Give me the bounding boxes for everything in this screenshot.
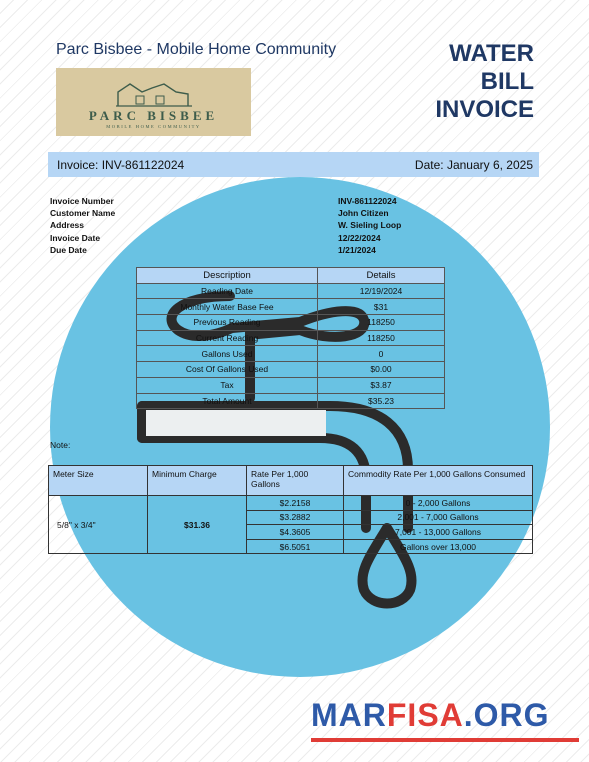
info-label: Due Date: [50, 244, 87, 255]
table-header: Meter Size: [49, 466, 148, 496]
table-header: Description: [137, 268, 318, 284]
brand-part: MAR: [311, 697, 387, 733]
table-cell: $0.00: [318, 362, 445, 378]
invoice-bar: [48, 152, 539, 177]
rate-cell: $6.5051: [247, 539, 344, 554]
company-name: Parc Bisbee - Mobile Home Community: [56, 41, 337, 58]
logo-subtext: MOBILE HOME COMMUNITY: [106, 124, 201, 129]
range-cell: 0 - 2,000 Gallons: [344, 496, 533, 511]
table-header: Minimum Charge: [148, 466, 247, 496]
table-header-row: [49, 466, 533, 496]
rate-cell: $3.2882: [247, 510, 344, 525]
info-value: John Citizen: [338, 208, 389, 219]
title-line: WATER: [449, 40, 534, 67]
table-row: [137, 283, 445, 299]
table-row: [137, 362, 445, 378]
info-label: Address: [50, 220, 85, 231]
table-cell: Gallons Used: [137, 346, 318, 362]
minimum-charge-cell: $31.36: [148, 496, 247, 554]
table-header: Commodity Rate Per 1,000 Gallons Consumed: [344, 466, 533, 496]
brand-part: FISA: [386, 697, 464, 733]
logo-text: PARC BISBEE: [88, 108, 219, 123]
table-cell: Current Reading: [137, 330, 318, 346]
table-header: Details: [318, 268, 445, 284]
rate-cell: $2.2158: [247, 496, 344, 511]
table-cell: 118250: [318, 330, 445, 346]
table-cell: 12/19/2024: [318, 283, 445, 299]
title-line: BILL: [480, 68, 534, 95]
info-value: 12/22/2024: [338, 232, 381, 243]
table-row: [137, 330, 445, 346]
meter-size-cell: 5/8" x 3/4": [49, 496, 148, 554]
info-values: [338, 195, 401, 256]
company-logo: [56, 68, 251, 136]
invoice-date-label: Date: January 6, 2025: [414, 158, 533, 172]
invoice-title: [435, 40, 534, 124]
table-cell: Cost Of Gallons Used: [137, 362, 318, 378]
table-cell: Monthly Water Base Fee: [137, 299, 318, 315]
table-cell: $31: [318, 299, 445, 315]
table-row: [137, 393, 445, 409]
invoice-number-label: Invoice: INV-861122024: [57, 158, 185, 172]
table-cell: Total Amount: [137, 393, 318, 409]
table-cell: 118250: [318, 315, 445, 331]
table-cell: Reading Date: [137, 283, 318, 299]
brand-part: .ORG: [463, 697, 550, 733]
table-header: Rate Per 1,000 Gallons: [247, 466, 344, 496]
table-cell: 0: [318, 346, 445, 362]
table-cell: Previous Reading: [137, 315, 318, 331]
info-value: 1/21/2024: [338, 244, 376, 255]
info-label: Invoice Date: [50, 232, 101, 243]
info-label: Invoice Number: [50, 196, 114, 206]
table-header-row: [137, 268, 445, 284]
details-table: [136, 267, 445, 409]
table-row: [137, 377, 445, 393]
brand-underline: [311, 738, 579, 742]
range-cell: Gallons over 13,000: [344, 539, 533, 554]
rate-cell: $4.3605: [247, 525, 344, 540]
brand-watermark: [311, 697, 550, 734]
note-label: Note:: [50, 440, 71, 450]
table-cell: Tax: [137, 377, 318, 393]
info-label: Customer Name: [50, 208, 116, 219]
table-cell: $35.23: [318, 393, 445, 409]
table-row: [137, 315, 445, 331]
rates-table: [48, 465, 533, 554]
title-line: INVOICE: [435, 96, 534, 123]
table-row: [137, 346, 445, 362]
range-cell: 2,001 - 7,000 Gallons: [344, 510, 533, 525]
info-value: INV-861122024: [338, 196, 397, 206]
table-cell: $3.87: [318, 377, 445, 393]
info-labels: [50, 195, 115, 256]
table-row: [137, 299, 445, 315]
info-value: W. Sieling Loop: [338, 220, 402, 231]
table-row: [49, 496, 533, 511]
range-cell: 7,001 - 13,000 Gallons: [344, 525, 533, 540]
